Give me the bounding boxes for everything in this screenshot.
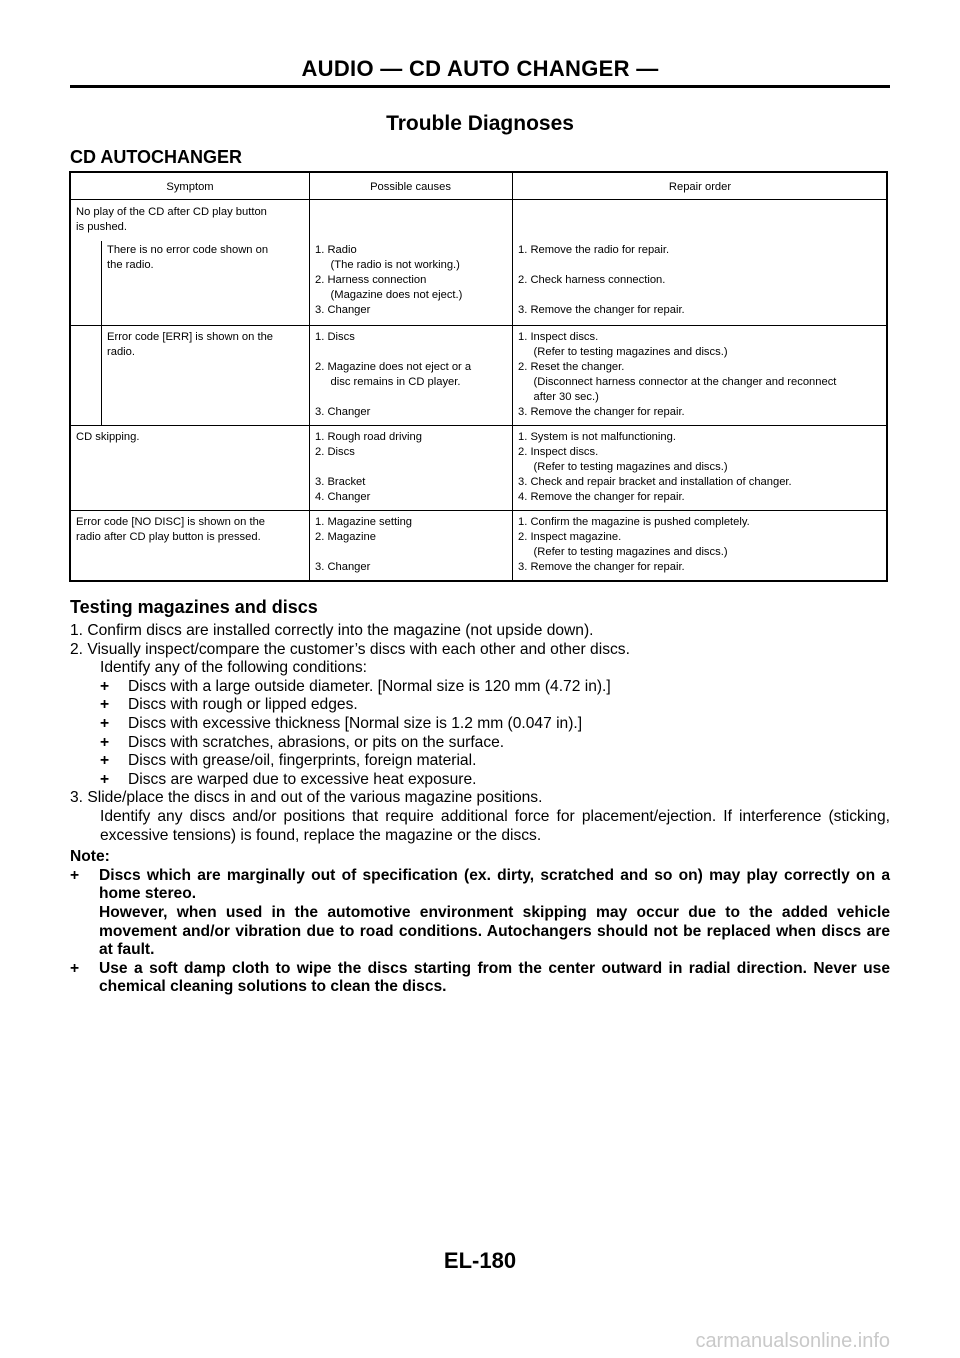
bullet-icon: +	[100, 696, 110, 714]
repair-no-disc: 1. Confirm the magazine is pushed completely. 2. Inspect magazine. (Refer to testing magazines and discs.) 3. Remove the changer for repair.	[518, 516, 750, 573]
condition-item	[70, 678, 890, 697]
table-rule	[512, 173, 513, 582]
causes-err-code: 1. Discs 2. Magazine does not eject or a disc remains in CD player. 3. Changer	[315, 331, 472, 418]
symptom-no-disc: Error code [NO DISC] is shown on the radio after CD play button is pressed.	[76, 516, 266, 543]
testing-step-3: 3. Slide/place the discs in and out of the various magazine positions.	[70, 789, 543, 807]
bullet-icon: +	[70, 866, 80, 884]
condition-item	[70, 771, 890, 790]
bullet-icon: +	[100, 733, 110, 751]
col-header-symptom: Symptom	[166, 181, 214, 193]
bullet-icon: +	[70, 959, 80, 977]
table-rule	[71, 199, 886, 200]
page-number: EL-180	[443, 1248, 517, 1273]
table-rule	[309, 173, 310, 582]
running-header: AUDIO — CD AUTO CHANGER —	[301, 56, 659, 81]
symptom-no-play: No play of the CD after CD play button is pushed.	[76, 206, 267, 233]
condition-item	[70, 715, 890, 734]
testing-title: Testing magazines and discs	[70, 597, 318, 617]
condition-text: Discs with scratches, abrasions, or pits on the surface.	[128, 733, 505, 751]
condition-text: Discs are warped due to excessive heat exposure.	[128, 770, 477, 788]
note-item	[70, 867, 890, 904]
bullet-icon: +	[100, 752, 110, 770]
table-rule	[101, 241, 102, 425]
condition-item	[70, 752, 890, 771]
symptom-cd-skipping: CD skipping.	[76, 431, 140, 443]
table-rule	[71, 425, 886, 426]
testing-step-2-sub: Identify any of the following conditions:	[100, 659, 367, 677]
condition-text: Discs with excessive thickness [Normal size is 1.2 mm (0.047 in).]	[128, 714, 583, 732]
table-rule	[71, 510, 886, 511]
note-item-continuation: However, when used in the automotive environment skipping may occur due to the added vehicle movement and/or vibration due to road conditions. Autochangers should not be replaced when discs are at fault.	[99, 903, 890, 959]
bullet-icon: +	[100, 677, 110, 695]
causes-cd-skipping: 1. Rough road driving 2. Discs 3. Bracket 4. Changer	[315, 431, 422, 503]
condition-text: Discs with rough or lipped edges.	[128, 696, 358, 714]
symptom-no-error-code: There is no error code shown on the radio.	[107, 244, 269, 271]
note-item	[70, 960, 890, 997]
diagnosis-table	[69, 171, 888, 582]
note-text: Discs which are marginally out of specification (ex. dirty, scratched and so on) may play correctly on a home stereo.	[99, 866, 890, 903]
note-text: Use a soft damp cloth to wipe the discs starting from the center outward in radial direction. Never use chemical cleaning solutions to clean the discs.	[99, 959, 890, 996]
symptom-err-code: Error code [ERR] is shown on the radio.	[107, 331, 274, 358]
bullet-icon: +	[100, 714, 110, 732]
repair-cd-skipping: 1. System is not malfunctioning. 2. Inspect discs. (Refer to testing magazines and discs.) 3. Check and repair bracket and installation of changer. 4. Remove the changer for repair.	[518, 431, 792, 503]
condition-text: Discs with grease/oil, fingerprints, foreign material.	[128, 752, 477, 770]
condition-text: Discs with a large outside diameter. [Normal size is 120 mm (4.72 in).]	[128, 677, 611, 695]
table-rule	[71, 325, 886, 326]
watermark: carmanualsonline.info	[695, 1330, 890, 1352]
note-label: Note:	[70, 848, 110, 866]
condition-item	[70, 734, 890, 753]
testing-step-1: 1. Confirm discs are installed correctly into the magazine (not upside down).	[70, 622, 594, 639]
repair-no-error-code: 1. Remove the radio for repair. 2. Check harness connection. 3. Remove the changer for repair.	[518, 244, 685, 316]
condition-item	[70, 696, 890, 715]
col-header-repair: Repair order	[668, 181, 732, 193]
testing-step-2: 2. Visually inspect/compare the customer’s discs with each other and other discs.	[70, 640, 630, 658]
causes-no-error-code: 1. Radio (The radio is not working.) 2. Harness connection (Magazine does not eject.) 3. Changer	[315, 244, 463, 316]
testing-body	[70, 622, 890, 997]
page-title: Trouble Diagnoses	[386, 112, 574, 135]
header-rule	[70, 85, 890, 88]
repair-err-code: 1. Inspect discs. (Refer to testing magazines and discs.) 2. Reset the changer. (Disconnect harness connector at the changer and reconnect after 30 sec.) 3. Remove the changer for repair.	[518, 331, 837, 418]
causes-no-disc: 1. Magazine setting 2. Magazine 3. Changer	[315, 516, 413, 573]
testing-step-3-sub: Identify any discs and/or positions that require additional force for placement/ejection. If interference (sticking, excessive tensions) is found, replace the magazine or the discs.	[100, 807, 890, 844]
bullet-icon: +	[100, 770, 110, 788]
section-title: CD AUTOCHANGER	[70, 147, 243, 167]
col-header-causes: Possible causes	[370, 181, 451, 193]
